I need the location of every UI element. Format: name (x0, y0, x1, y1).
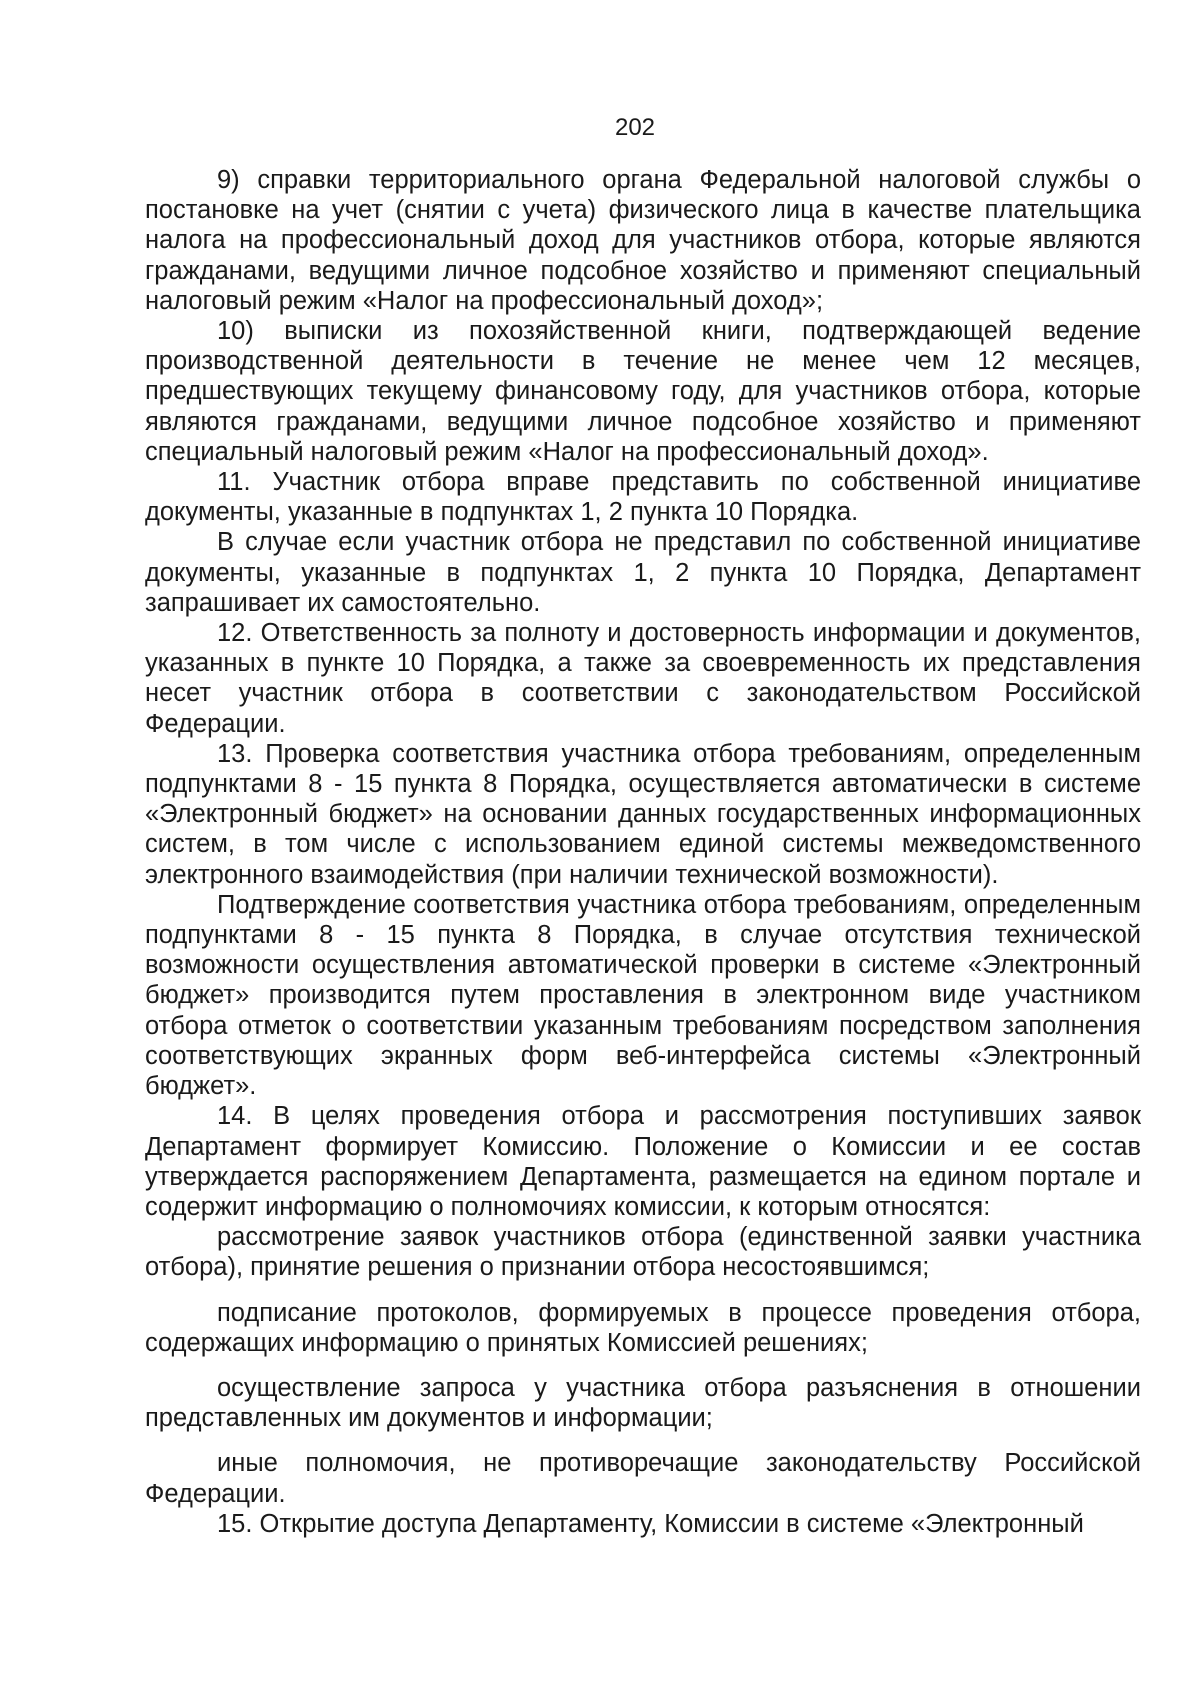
paragraph-14-power-1: рассмотрение заявок участников отбора (единственной заявки участника отбора), принятие решения о признании отбора несостоявшимся; (145, 1223, 1141, 1282)
paragraph-15: 15. Открытие доступа Департаменту, Комиссии в системе «Электронный (217, 1509, 1084, 1538)
page-number: 202 (614, 114, 656, 141)
paragraph-9-certificate: 9) справки территориального органа Федеральной налоговой службы о постановке на учет (снятии с учета) физического лица в качестве плательщика налога на профессиональный доход для участников отбора, которые являются гражданами, ведущими личное подсобное хозяйство и применяют специальный налоговый режим «Налог на профессиональный доход»; (145, 166, 1141, 315)
paragraph-14-power-2: подписание протоколов, формируемых в процессе проведения отбора, содержащих информацию о принятых Комиссией решениях; (145, 1298, 1141, 1357)
paragraph-13: 13. Проверка соответствия участника отбора требованиям, определенным подпунктами 8 - 15 пункта 8 Порядка, осуществляется автоматически в системе «Электронный бюджет» на основании данных государственных информационных систем, в том числе с использованием единой системы межведомственного электронного взаимодействия (при наличии технической возможности). (145, 739, 1141, 889)
paragraph-11-continued: В случае если участник отбора не представил по собственной инициативе документы, указанные в подпунктах 1, 2 пункта 10 Порядка, Департамент запрашивает их самостоятельно. (145, 528, 1141, 617)
paragraph-11: 11. Участник отбора вправе представить по собственной инициативе документы, указанные в подпунктах 1, 2 пункта 10 Порядка. (145, 468, 1141, 527)
document-body (145, 165, 1141, 1539)
paragraph-14-power-3: осуществление запроса у участника отбора разъяснения в отношении представленных им документов и информации; (145, 1373, 1141, 1433)
paragraph-12: 12. Ответственность за полноту и достоверность информации и документов, указанных в пункте 10 Порядка, а также за своевременность их представления несет участник отбора в соответствии с законодательством Российской Федерации. (145, 619, 1141, 738)
paragraph-13-continued: Подтверждение соответствия участника отбора требованиям, определенным подпунктами 8 - 15 пункта 8 Порядка, в случае отсутствия технической возможности осуществления автоматической проверки в системе «Электронный бюджет» производится путем проставления в электронном виде участником отбора отметок о соответствии указанным требованиям посредством заполнения соответствующих экранных форм веб-интерфейса системы «Электронный бюджет». (145, 890, 1141, 1101)
paragraph-10-extract: 10) выписки из похозяйственной книги, подтверждающей ведение производственной деятельности в течение не менее чем 12 месяцев, предшествующих текущему финансовому году, для участников отбора, которые являются гражданами, ведущими личное подсобное хозяйство и применяют специальный налоговый режим «Налог на профессиональный доход». (145, 317, 1141, 466)
paragraph-14: 14. В целях проведения отбора и рассмотрения поступивших заявок Департамент формирует Комиссию. Положение о Комиссии и ее состав утверждается распоряжением Департамента, размещается на едином портале и содержит информацию о полномочиях комиссии, к которым относятся: (145, 1102, 1141, 1221)
paragraph-14-power-4: иные полномочия, не противоречащие законодательству Российской Федерации. (145, 1449, 1141, 1508)
